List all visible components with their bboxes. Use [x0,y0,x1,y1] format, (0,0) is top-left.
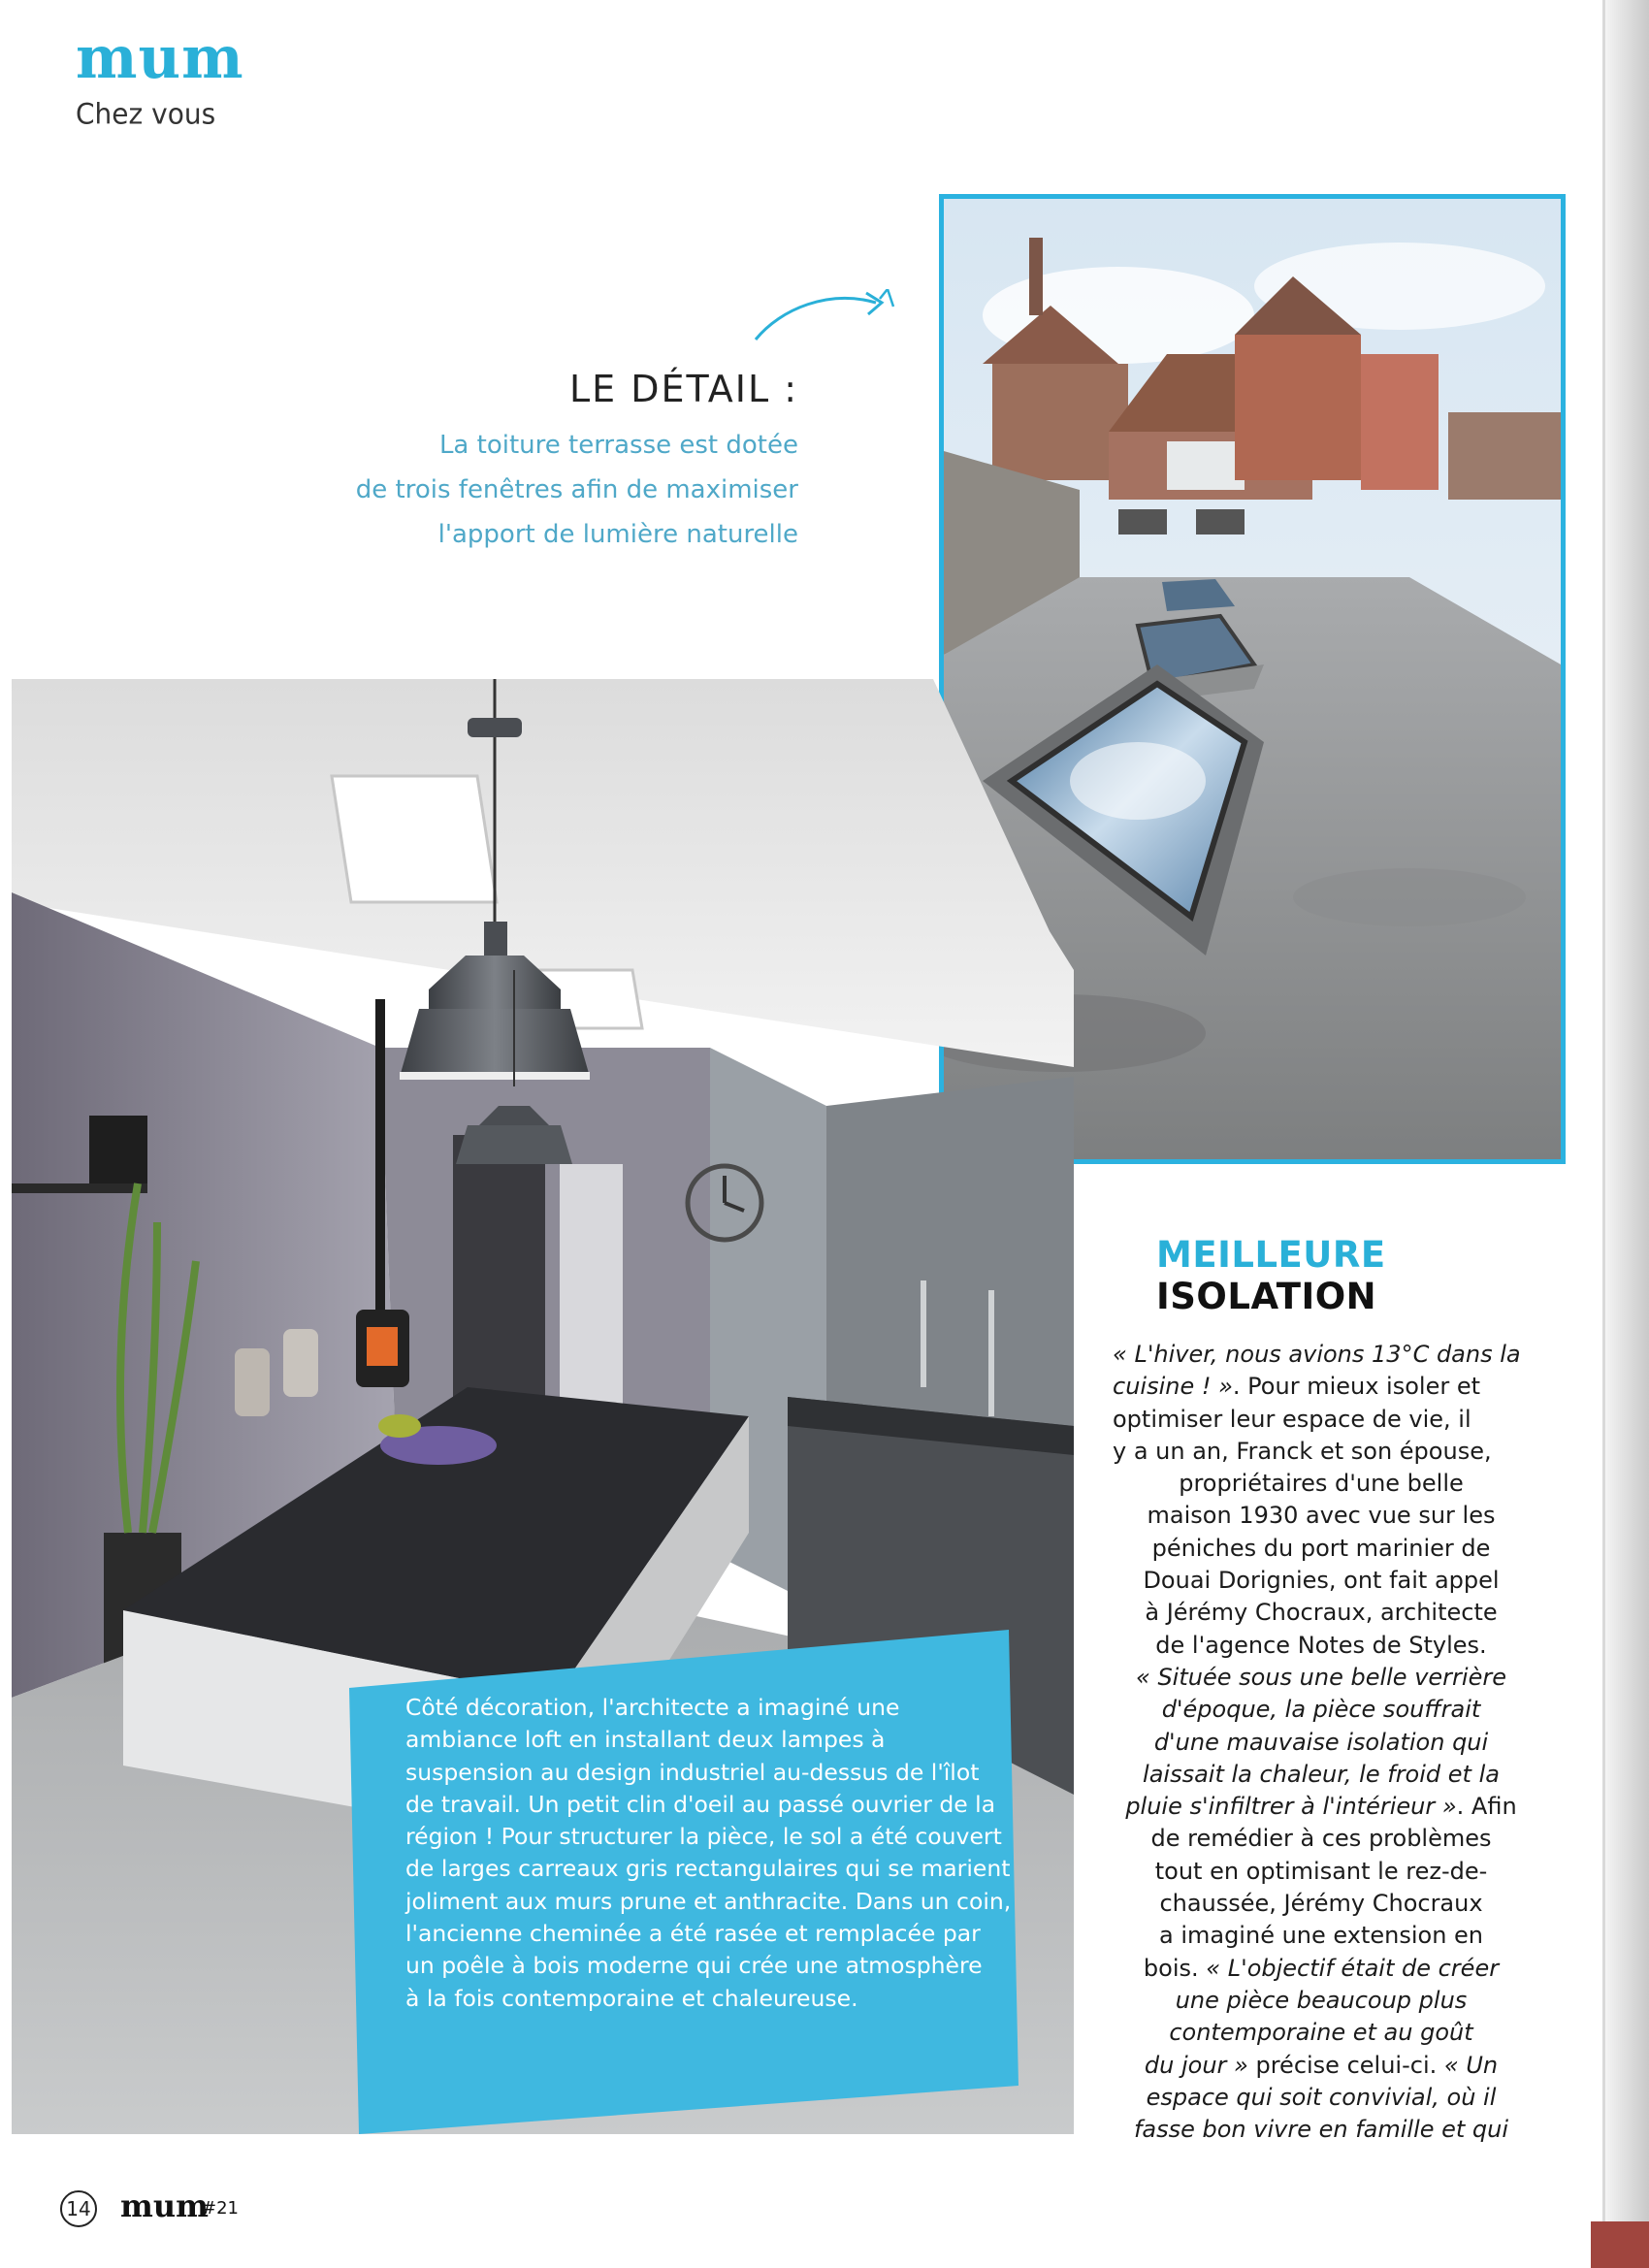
detail-line: l'apport de lumière naturelle [437,520,798,549]
article-line: laissait la chaleur, le froid et la [1143,1760,1500,1788]
article-line: « L'hiver, nous avions 13°C dans la [1113,1341,1521,1368]
article-quote: pluie s'infiltrer à l'intérieur » [1125,1793,1457,1821]
page-number: 14 [60,2190,97,2227]
article-line: contemporaine et au goût [1169,2019,1473,2047]
article-line: propriétaires d'une belle [1179,1470,1464,1498]
article-line: espace qui soit convivial, où il [1146,2083,1497,2111]
caption-line: l'ancienne cheminée a été rasée et remplacée par [405,1920,981,1948]
section-title: Chez vous [76,97,216,131]
article-line: « Située sous une belle verrière [1136,1663,1506,1691]
caption-line: ambiance loft en installant deux lampes à [405,1726,886,1754]
article-line: de remédier à ces problèmes [1150,1825,1492,1853]
article-line: péniches du port marinier de [1151,1534,1491,1562]
article-line: maison 1930 avec vue sur les [1147,1502,1496,1530]
article-quote: du jour » [1144,2051,1248,2079]
article-quote: cuisine ! » [1113,1373,1233,1401]
corner-mark [1591,2221,1649,2268]
article-line: d'une mauvaise isolation qui [1153,1728,1489,1756]
page-edge [1605,0,1649,2268]
footer-brand: mum [120,2187,209,2224]
caption-line: région ! Pour structurer la pièce, le sol a été couvert [405,1823,1002,1851]
caption-line: de larges carreaux gris rectangulaires qui se marient [405,1855,1011,1883]
caption-line: à la fois contemporaine et chaleureuse. [405,1984,858,2012]
caption-line: Côté décoration, l'architecte a imaginé une [405,1694,900,1721]
caption-box [349,1630,1018,2134]
article-line: tout en optimisant le rez-de- [1154,1857,1488,1885]
article-line: de l'agence Notes de Styles. [1155,1631,1487,1659]
detail-text [294,423,798,557]
article-line [1113,1371,1530,1403]
caption-line: de travail. Un petit clin d'oeil au passé ouvrier de la [405,1790,996,1818]
caption-line: suspension au design industriel au-dessus de l'îlot [405,1758,980,1786]
article-line: optimiser leur espace de vie, il [1113,1405,1471,1433]
article-line: fasse bon vivre en famille et qui [1133,2116,1509,2144]
article-text: précise celui-ci. [1247,2051,1444,2079]
article-line: à Jérémy Chocraux, architecte [1145,1599,1498,1627]
article-line: a imaginé une extension en [1158,1922,1484,1950]
article-text: bois. [1143,1954,1207,1982]
article-line [1113,2050,1530,2082]
caption-line: un poêle à bois moderne qui crée une atmosphère [405,1952,983,1980]
article-line: chaussée, Jérémy Chocraux [1159,1890,1483,1918]
article-text: . Afin [1456,1793,1517,1821]
article-quote: « L'objectif était de créer [1206,1954,1500,1982]
detail-title: LE DÉTAIL : [568,368,798,410]
article-line: Douai Dorignies, ont fait appel [1143,1567,1500,1595]
issue-number: #21 [202,2198,239,2219]
detail-line: de trois fenêtres afin de maximiser [355,475,798,504]
article-line [1113,1791,1530,1823]
article-line: une pièce beaucoup plus [1175,1986,1468,2014]
caption-text [405,1692,1012,2015]
magazine-brand: mum [76,24,244,92]
article-quote: « Un [1443,2051,1499,2079]
article-heading: ISOLATION [1156,1276,1377,1317]
article-body [1113,1339,1530,2146]
article-line: y a un an, Franck et son épouse, [1113,1437,1492,1465]
detail-line: La toiture terrasse est dotée [438,431,798,460]
article-heading-accent: MEILLEURE [1156,1234,1386,1276]
article-line [1113,1953,1530,1985]
curved-arrow-icon [752,289,897,347]
article-line: d'époque, la pièce souffrait [1161,1696,1481,1724]
article-text: . Pour mieux isoler et [1232,1373,1481,1401]
caption-line: joliment aux murs prune et anthracite. Dans un coin, [405,1887,1012,1915]
